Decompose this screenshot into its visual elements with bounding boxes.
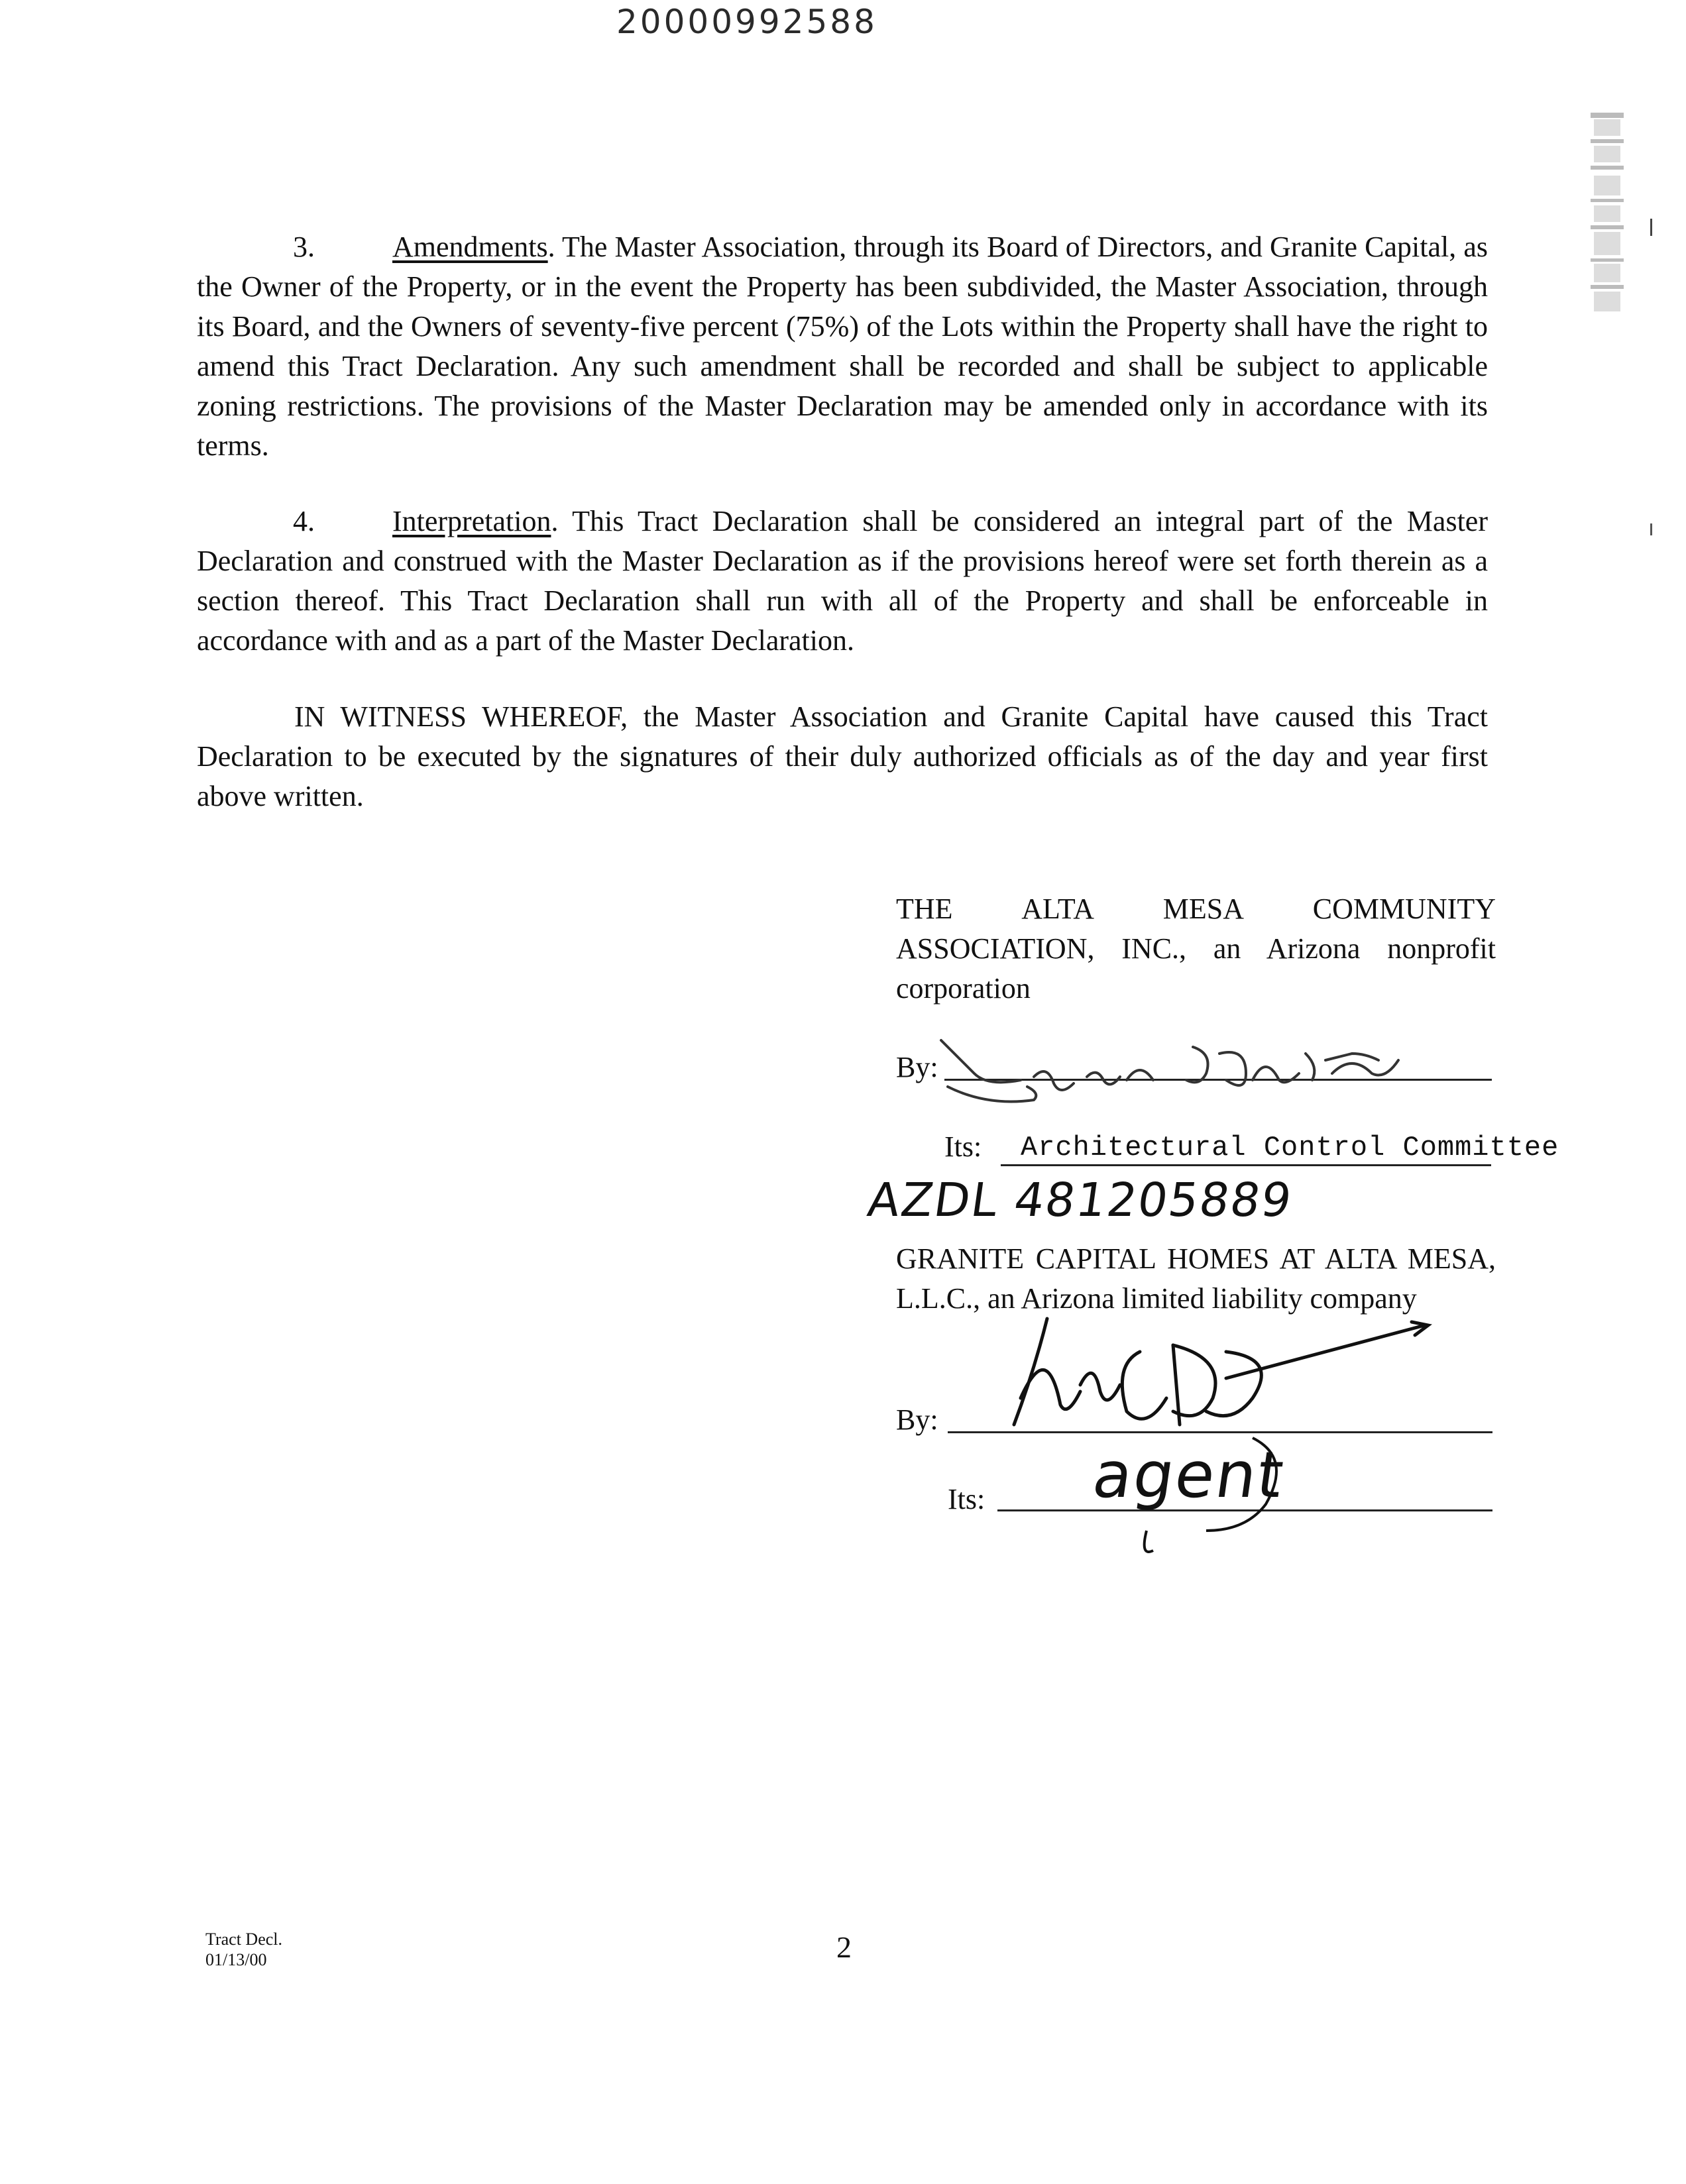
margin-stamp-mark (1587, 113, 1627, 318)
footer-doc-date: 01/13/00 (205, 1950, 267, 1969)
by-label: By: (896, 1051, 938, 1083)
signatory-entity-association: THE ALTA MESA COMMUNITY ASSOCIATION, INC., an Arizona nonprofit corporation (896, 893, 1496, 1005)
its-value-title: Architectural Control Committee (1021, 1132, 1559, 1164)
its-label: Its: (948, 1483, 985, 1515)
section-number: 3. (293, 231, 315, 263)
margin-tick (1650, 523, 1652, 535)
recording-number: 20000992588 (616, 3, 877, 41)
footer-doc-label: Tract Decl. (205, 1930, 283, 1949)
signature-scribble-icon (934, 1014, 1412, 1113)
witness-clause-text: IN WITNESS WHEREOF, the Master Association and Granite Capital have caused this Tract Declaration to be executed by the signatures of their duly authorized officials as of the day and year first above written. (197, 700, 1488, 812)
signature-scribble-icon (974, 1312, 1451, 1438)
by-label: By: (896, 1403, 938, 1436)
margin-tick (1650, 219, 1652, 236)
its-label: Its: (944, 1130, 982, 1163)
section-text: This Tract Declaration shall be considered an integral part of the Master Declaration and construed with the Master Declaration as if the provisions hereof were set forth therein as a section thereof. This Tract Declaration shall run with all of the Property and shall be enforceable in accordance with and as a part of the Master Declaration. (197, 505, 1488, 657)
signatory-entity-granite: GRANITE CAPITAL HOMES AT ALTA MESA, L.L.C., an Arizona limited liability company (896, 1242, 1496, 1315)
section-interpretation: 4. Interpretation. This Tract Declaration shall be considered an integral part of the Master Declaration and construed with the Master Declaration as if the provisions hereof were set forth therein as a section thereof. This Tract Declaration shall run with all of the Property and shall be enforceable in accordance with and as a part of the Master Declaration. (197, 502, 1488, 661)
section-amendments: 3. Amendments. The Master Association, through its Board of Directors, and Granite Capital, as the Owner of the Property, or in the event the Property has been subdivided, the Master Association, through its Board, and the Owners of seventy-five percent (75%) of the Lots within the Property shall have the right to amend this Tract Declaration. Any such amendment shall be recorded and shall be subject to applicable zoning restrictions. The provisions of the Master Declaration may be amended only in accordance with its terms. (197, 227, 1488, 466)
section-number: 4. (293, 505, 315, 537)
section-heading: Amendments (392, 231, 548, 263)
its-value-handwritten: agent (1088, 1438, 1290, 1512)
section-heading: Interpretation (392, 505, 551, 537)
signature-flourish-icon (1120, 1425, 1319, 1557)
stamp-scan-artifact-icon (1587, 113, 1627, 318)
witness-clause (197, 697, 1488, 816)
its-line (1001, 1164, 1491, 1166)
section-text: The Master Association, through its Board of Directors, and Granite Capital, as the Owner of the Property, or in the event the Property has been subdivided, the Master Association, through its Board, and the Owners of seventy-five percent (75%) of the Lots within the Property shall have the right to amend this Tract Declaration. Any such amendment shall be recorded and shall be subject to applicable zoning restrictions. The provisions of the Master Declaration may be amended only in accordance with its terms. (197, 231, 1488, 462)
handwritten-id-note: AZDL 481205889 (864, 1173, 1296, 1227)
page-number: 2 (836, 1930, 852, 1964)
